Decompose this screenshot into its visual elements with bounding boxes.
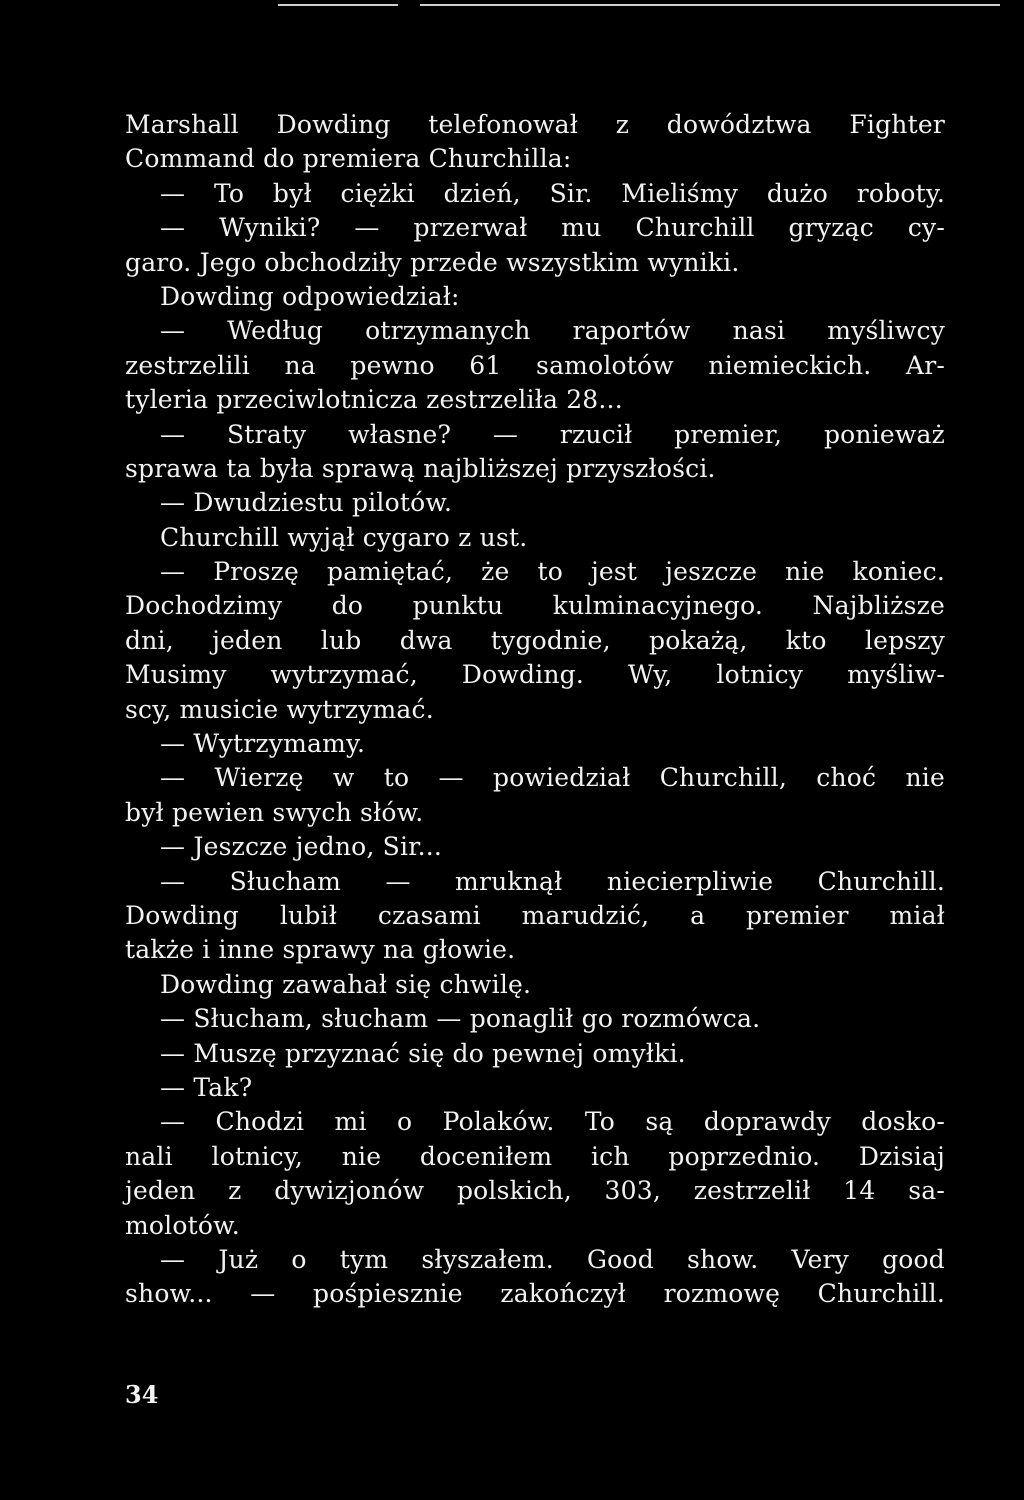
text-line: tyleria przeciwlotnicza zestrzeliła 28... bbox=[125, 385, 623, 415]
text-line: — Już o tym słyszałem. Good show. Very good bbox=[160, 1244, 945, 1274]
text-line: — Według otrzymanych raportów nasi myśliwcy bbox=[160, 316, 945, 346]
page-text bbox=[125, 108, 945, 1312]
text-line: — Wierzę w to — powiedział Churchill, choć nie bbox=[160, 763, 945, 793]
text-line: — Słucham — mruknął niecierpliwie Churchill. bbox=[160, 866, 945, 896]
text-line: Command do premiera Churchilla: bbox=[125, 144, 572, 174]
text-line: scy, musicie wytrzymać. bbox=[125, 694, 434, 724]
text-line: — Jeszcze jedno, Sir... bbox=[160, 832, 443, 862]
text-line: — Wyniki? — przerwał mu Churchill gryząc cy- bbox=[160, 213, 945, 243]
top-rule-left bbox=[278, 4, 398, 6]
top-rule-right bbox=[420, 4, 1000, 6]
text-line: jeden z dywizjonów polskich, 303, zestrzelił 14 sa- bbox=[125, 1176, 945, 1206]
text-line: — Dwudziestu pilotów. bbox=[160, 488, 453, 518]
text-line: nali lotnicy, nie doceniłem ich poprzednio. Dzisiaj bbox=[125, 1141, 945, 1171]
text-line: — Muszę przyznać się do pewnej omyłki. bbox=[160, 1038, 686, 1068]
text-line: Churchill wyjął cygaro z ust. bbox=[160, 522, 528, 552]
text-line: Dowding zawahał się chwilę. bbox=[160, 969, 532, 999]
text-line: — Proszę pamiętać, że to jest jeszcze nie koniec. bbox=[160, 557, 945, 587]
text-line: Dowding lubił czasami marudzić, a premier miał bbox=[125, 900, 945, 930]
text-line: Musimy wytrzymać, Dowding. Wy, lotnicy myśliw- bbox=[125, 660, 945, 690]
page-number: 34 bbox=[125, 1380, 159, 1409]
text-line: — Chodzi mi o Polaków. To są doprawdy dosko- bbox=[160, 1107, 945, 1137]
text-line: — Tak? bbox=[160, 1072, 253, 1102]
text-line: także i inne sprawy na głowie. bbox=[125, 935, 516, 965]
text-line: dni, jeden lub dwa tygodnie, pokażą, kto lepszy bbox=[125, 625, 945, 655]
text-line: garo. Jego obchodziły przede wszystkim wyniki. bbox=[125, 247, 740, 277]
text-line: sprawa ta była sprawą najbliższej przyszłości. bbox=[125, 453, 716, 483]
text-line: show... — pośpiesznie zakończył rozmowę Churchill. bbox=[125, 1279, 945, 1309]
text-line: — Słucham, słucham — ponaglił go rozmówca. bbox=[160, 1004, 761, 1034]
text-line: Dochodzimy do punktu kulminacyjnego. Najbliższe bbox=[125, 591, 945, 621]
text-line: — Wytrzymamy. bbox=[160, 729, 366, 759]
text-line: zestrzelili na pewno 61 samolotów niemieckich. Ar- bbox=[125, 350, 945, 380]
text-line: Dowding odpowiedział: bbox=[160, 281, 460, 311]
text-line: — Straty własne? — rzucił premier, ponieważ bbox=[160, 419, 945, 449]
text-line: był pewien swych słów. bbox=[125, 797, 424, 827]
text-line: — To był ciężki dzień, Sir. Mieliśmy dużo roboty. bbox=[160, 178, 945, 208]
text-line: molotów. bbox=[125, 1210, 240, 1240]
text-line: Marshall Dowding telefonował z dowództwa Fighter bbox=[125, 110, 945, 139]
